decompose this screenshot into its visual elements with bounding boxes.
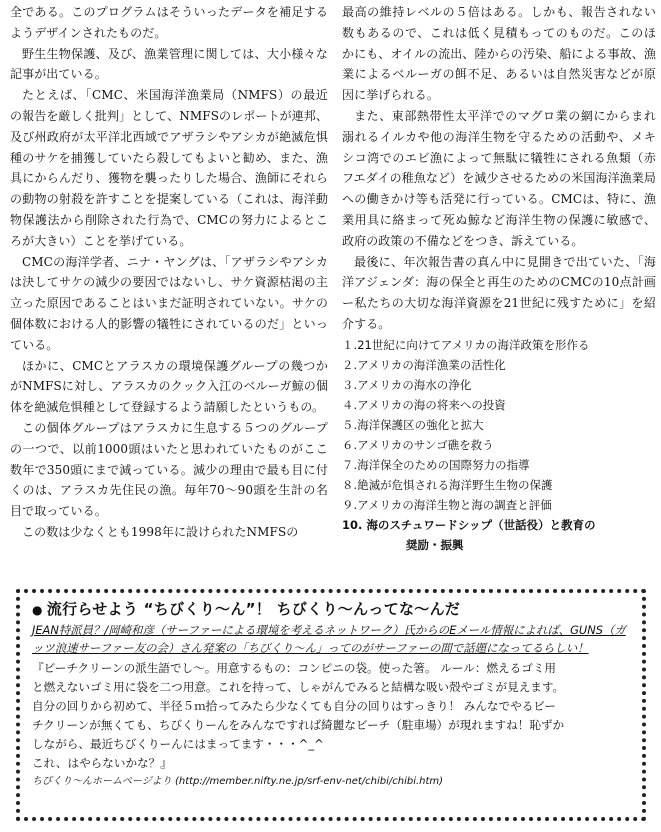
right-column (342, 2, 656, 555)
agenda-item: ２.アメリカの海洋漁業の活性化 (342, 357, 506, 372)
agenda-item-text: 10. 海のスチュワードシップ（世話役）と教育の (342, 517, 596, 532)
agenda-item: ９.アメリカの海洋生物と海の調査と評価 (342, 497, 552, 512)
left-column (10, 2, 328, 543)
agenda-item: ４.アメリカの海の将来への投資 (342, 397, 506, 412)
paragraph: CMCの海洋学者、ニナ・ヤングは、「アザラシやアシカは決してサケの減少の要因ではないし、サケ資源枯渇の主立った原因であることはいまだ証明されていない。サケの個体数における人的影響の犠牲にされているのだ」といっている。 (10, 254, 328, 352)
agenda-item: ５.海洋保護区の強化と拡大 (342, 417, 484, 432)
bullet-icon: ● (32, 603, 43, 617)
paragraph: また、東部熱帯性太平洋でのマグロ業の網にからまれ溺れるイルカや他の海洋生物を守るための活動や、メキシコ湾でのエビ漁によって無駄に犠牲にされる魚類（赤フエダイの稚魚など）を減少させるための米国海洋漁業局への働きかけ等も活発に行っている。CMCは、特に、漁業用具に絡まって死ぬ鯨など海洋生物の保護に敏感で、政府の政策の不備などをつき、訴えている。 (342, 108, 656, 248)
box-title (32, 599, 630, 620)
box-intro: JEAN特派員？/岡崎和彦（サーファーによる環境を考えるネットワーク）氏からのEメール情報によれば、GUNS（ガッツ浪速サーファー友の会）さん発案の「ちびくり〜ん」ってのがサーファーの間で話題になってるらしい！ (32, 623, 626, 655)
chibiclean-box (16, 589, 646, 821)
box-title-text: 流行らせよう “ちびくり〜ん”！ ちびくり〜んってな〜んだ (46, 600, 461, 618)
box-source: ちびくり〜んホームページより (http://member.nifty.ne.jp/srf-env-net/chibi/chibi.htm) (32, 776, 444, 787)
agenda-item: ７.海洋保全のための国際努力の指導 (342, 457, 530, 472)
agenda-item: １.21世紀に向けてアメリカの海洋政策を形作る (342, 337, 590, 352)
paragraph: たとえば、「CMC、米国海洋漁業局（NMFS）の最近の報告を厳しく批判」として、NMFSのレポートが連邦、及び州政府が太平洋北西域でアザラシやアシカが絶滅危惧種のサケを捕獲していたら殺してもよいと勧め、また、漁具にからんだり、獲物を襲ったりした場合、漁師にそれらの動物の射殺を許すことを提案している（これは、海洋動物保護法から削除された行為で、CMCの努力によるところが大きい）ことを挙げている。 (10, 88, 328, 248)
agenda-list (342, 335, 656, 555)
paragraph: 最高の維持レベルの５倍はある。しかも、報告されない数もあるので、これは低く見積もってのものだ。このほかにも、オイルの流出、陸からの汚染、船による事故、漁業によるベルーガの餌不足、あるいは自然災害などが原因に挙げられる。 (342, 5, 657, 103)
agenda-item: ３.アメリカの海水の浄化 (342, 377, 472, 392)
agenda-item-continuation: 奨励・振興 (406, 537, 464, 552)
paragraph: ほかに、CMCとアラスカの環境保護グループの幾つかがNMFSに対し、アラスカのクック入江のベルーガ鯨の個体を絶滅危惧種として登録するよう請願したというもの。 (10, 358, 328, 415)
box-body-line: 『ビーチクリーンの派生語でし〜。用意するもの：コンビニの袋。使った箸。 ルール：燃えるゴミ用 (32, 661, 557, 675)
box-body-line: と燃えないゴミ用に袋を二つ用意。これを持って、しゃがんでみると結構な吸い殻やゴミが見えます。 (32, 680, 565, 694)
agenda-item: ８.絶滅が危惧される海洋野生生物の保護 (342, 477, 553, 492)
box-body-line: チクリーンが無くても、ちびくりーんをみんなですれば綺麗なビーチ（駐車場）が現れますね！恥ずか (32, 718, 565, 732)
paragraph: この数は少なくとも1998年に設けられたNMFSの (22, 524, 299, 539)
paragraph: 野生生物保護、及び、漁業管理に関しては、大小様々な記事が出ている。 (10, 46, 328, 82)
box-body-line: これ、はやらないかな？』 (32, 756, 172, 770)
agenda-item: ６.アメリカのサンゴ礁を救う (342, 437, 494, 452)
box-body-line: しながら、最近ちびくりーんにはまってます・・・^_^ (32, 737, 324, 751)
paragraph: この個体グループはアラスカに生息する５つのグループの一つで、以前1000頭はいたと思われていたものがここ数年で350頭にまで減っている。減少の理由で最も目に付くのは、アラスカ先住民の漁。毎年70〜90頭を生計の名目で取っている。 (10, 420, 328, 519)
agenda-item (342, 515, 656, 555)
box-body (32, 659, 630, 773)
paragraph: 全である。このプログラムはそういったデータを補足するようデザインされたものだ。 (10, 5, 328, 40)
paragraph: 最後に、年次報告書の真ん中に見開きで出ていた、「海洋アジェンダ：海の保全と再生のためのCMCの10点計画ー私たちの大切な海洋資源を21世紀に残すために」を紹介する。 (342, 254, 656, 331)
box-body-line: 自分の回りから初めて、半径５ｍ拾ってみたら少なくても自分の回りはすっきり！ みんなでやるビー (32, 699, 557, 713)
